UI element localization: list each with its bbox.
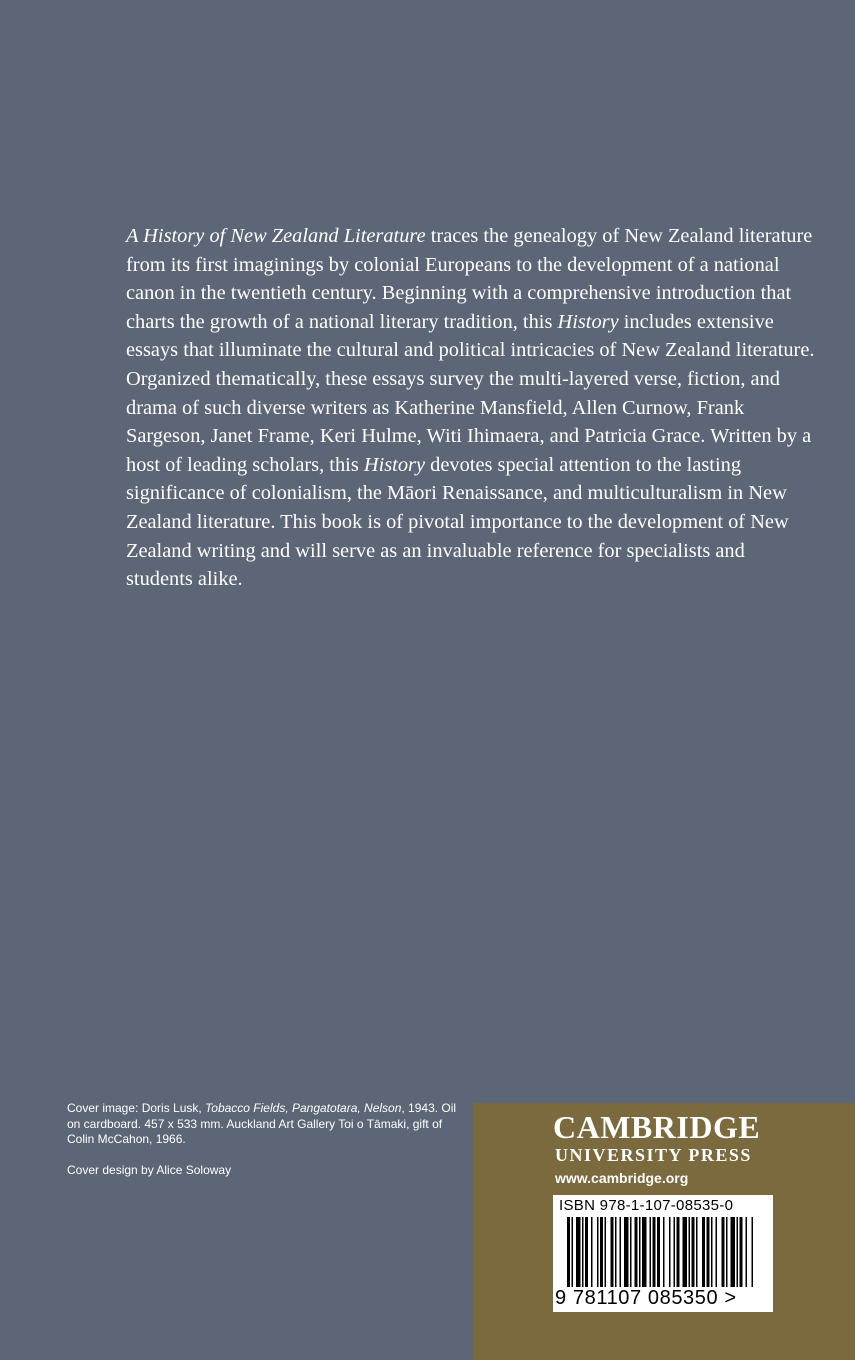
barcode-bar [567,1217,570,1287]
barcode-bar [650,1217,652,1287]
description-text-1: traces the genealogy of New Zealand literature from its first imaginings by colonial Europeans to the development of a national canon in the twentieth century. Beginning with a comprehensive introduction that charts the growth of a national literary tradition, this [126,225,813,333]
barcode-bar [702,1217,705,1287]
barcode-bar [639,1217,641,1287]
barcode-bar [716,1217,718,1287]
barcode-bar [731,1217,736,1287]
barcode-bar [630,1217,632,1287]
history-italic-1: History [557,310,619,333]
publisher-panel [473,1103,855,1360]
barcode-bar [591,1217,593,1287]
publisher-name: CAMBRIDGE [553,1109,761,1145]
cover-credits [67,1101,467,1178]
barcode-bar [711,1217,713,1287]
barcode-bar [669,1217,671,1287]
barcode-bar [740,1217,743,1287]
barcode-bar [653,1217,656,1287]
publisher-url: www.cambridge.org [555,1170,689,1186]
barcode-bar [692,1217,695,1287]
book-title: A History of New Zealand Literature [126,225,426,247]
barcode-bar [605,1217,607,1287]
barcode-bar [674,1217,676,1287]
history-italic-2: History [363,453,426,476]
barcode-bar [635,1217,638,1287]
book-description [126,222,816,594]
barcode-bar [752,1217,754,1287]
description-text-2: includes extensive essays that illuminate the cultural and political intricacies of New Zealand literature. Organized thematically, these essays survey the multi-layered verse, fiction, and drama of such diverse writers as Katherine Mansfield, Allen Curnow, Frank Sargeson, Janet Frame, Keri Hulme, Witi Ihimaera, and Patricia Grace. Written by a host of leading scholars, this [126,310,815,476]
barcode-bar [707,1217,710,1287]
barcode-bar [677,1217,680,1287]
isbn-label: ISBN 978-1-107-08535-0 [559,1197,734,1214]
barcode-bar [689,1217,691,1287]
cover-design-credit: Cover design by Alice Soloway [67,1162,232,1177]
barcode-bar [663,1217,665,1287]
barcode-bar [722,1217,725,1287]
barcode-bar [620,1217,622,1287]
credit-details: , 1943. Oil on cardboard. 457 x 533 mm. Auckland Art Gallery Toi o Tāmaki, gift of Colin McCahon, 1966. [67,1101,457,1146]
barcode-digits: 9 781107 085350 > [555,1287,737,1309]
barcode-bar [726,1217,728,1287]
barcode-bar [737,1217,739,1287]
description-text-3: devotes special attention to the lasting significance of colonialism, the Māori Renaissance, and multiculturalism in New Zealand literature. This book is of pivotal importance to the development of New Zealand writing and will serve as an invaluable reference for specialists and students alike. [126,453,789,591]
barcode-bar [582,1217,584,1287]
barcode-bar [585,1217,588,1287]
barcode-bar [611,1217,614,1287]
barcode-bar [572,1217,574,1287]
barcode-bar [615,1217,617,1287]
barcode [553,1195,773,1312]
barcode-bar [576,1217,581,1287]
barcode-bar [657,1217,660,1287]
barcode-bar [746,1217,748,1287]
barcode-bar [642,1217,647,1287]
barcode-bar [600,1217,603,1287]
painting-title: Tobacco Fields, Pangatotara, Nelson [205,1101,402,1115]
barcode-bar [597,1217,599,1287]
barcode-bar [624,1217,629,1287]
publisher-subtitle: UNIVERSITY PRESS [555,1145,752,1165]
barcode-bar [683,1217,688,1287]
credit-prefix: Cover image: Doris Lusk, [67,1101,206,1115]
cover-image-credit [67,1101,467,1148]
barcode-bar [696,1217,698,1287]
